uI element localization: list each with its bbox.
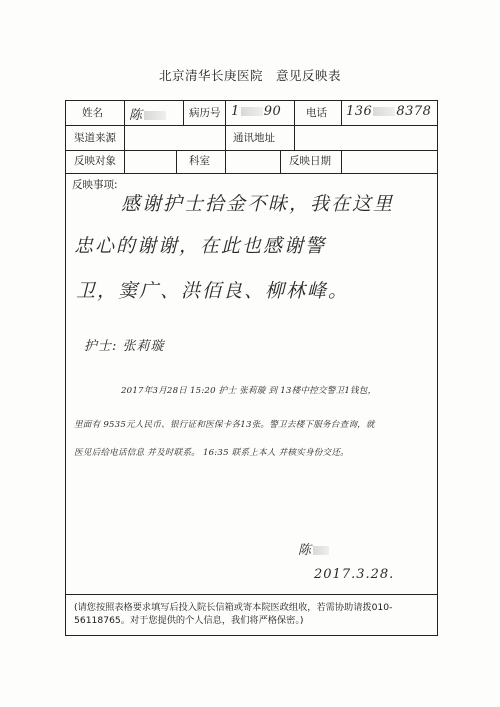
target-label: 反映对象 — [74, 155, 116, 167]
col-divider — [183, 101, 184, 125]
handwriting-note-3: 医见后给电话信息 并及时联系。 16:35 联系上本人 并核实身份交还。 — [74, 448, 349, 458]
col-divider — [280, 150, 281, 173]
phone-value[interactable] — [346, 104, 431, 119]
handwriting-note-1: 2017年3月28日 15:20 护士 张莉璇 到 13楼中控交警卫1钱包， — [121, 386, 377, 396]
phone-text-b: 8378 — [396, 104, 432, 119]
col-divider — [124, 101, 125, 125]
col-divider — [225, 101, 226, 125]
row-divider — [66, 125, 437, 126]
sign-date: 2017.3.28. — [314, 567, 395, 582]
dept-label: 科室 — [189, 155, 210, 167]
redaction-mark — [313, 546, 329, 555]
handwriting-line-2: 忠心的谢谢，在此也感谢警 — [74, 235, 327, 257]
col-divider — [225, 150, 226, 173]
record-text-a: 1 — [231, 104, 240, 119]
handwriting-note-2: 里面有 9535元人民币、银行证和医保卡各13张。警卫去楼下服务台查询，就 — [74, 420, 375, 430]
phone-label: 电话 — [306, 107, 327, 119]
redaction-mark — [144, 111, 166, 120]
col-divider — [176, 150, 177, 173]
col-divider — [225, 125, 226, 150]
col-divider — [294, 101, 295, 125]
nurse-name: 护士: 张莉璇 — [84, 339, 165, 354]
channel-label: 渠道来源 — [74, 132, 116, 144]
form-title: 北京清华长庚医院 意见反映表 — [158, 68, 341, 83]
handwriting-line-3: 卫，窦广、洪佰良、柳林峰。 — [76, 280, 350, 302]
col-divider — [341, 101, 342, 125]
phone-text-a: 136 — [346, 104, 373, 119]
col-divider — [124, 125, 125, 150]
issue-label: 反映事项: — [72, 179, 118, 191]
record-label: 病历号 — [189, 107, 221, 119]
redaction-mark — [241, 107, 263, 116]
row-divider — [66, 150, 437, 151]
name-value[interactable] — [129, 104, 167, 123]
redaction-mark — [373, 107, 395, 116]
col-divider — [294, 125, 295, 150]
footer-note: (请您按照表格要求填写后投入院长信箱或寄本院医政组收，若需协助请拨010-56118765。对于您提供的个人信息，我们将严格保密。) — [74, 602, 393, 626]
record-value[interactable] — [231, 104, 281, 119]
col-divider — [124, 150, 125, 173]
feedback-form-table — [65, 100, 438, 636]
record-text-b: 90 — [263, 104, 282, 119]
handwriting-line-1: 感谢护士拾金不昧，我在这里 — [121, 193, 395, 215]
signature — [298, 539, 330, 558]
footer-divider — [66, 594, 437, 595]
signature-text: 陈 — [298, 543, 313, 558]
name-text: 陈 — [129, 108, 143, 123]
address-label: 通讯地址 — [233, 132, 275, 144]
col-divider — [341, 150, 342, 173]
date-label: 反映日期 — [289, 155, 331, 167]
row-divider — [66, 173, 437, 174]
name-label: 姓名 — [82, 107, 103, 119]
